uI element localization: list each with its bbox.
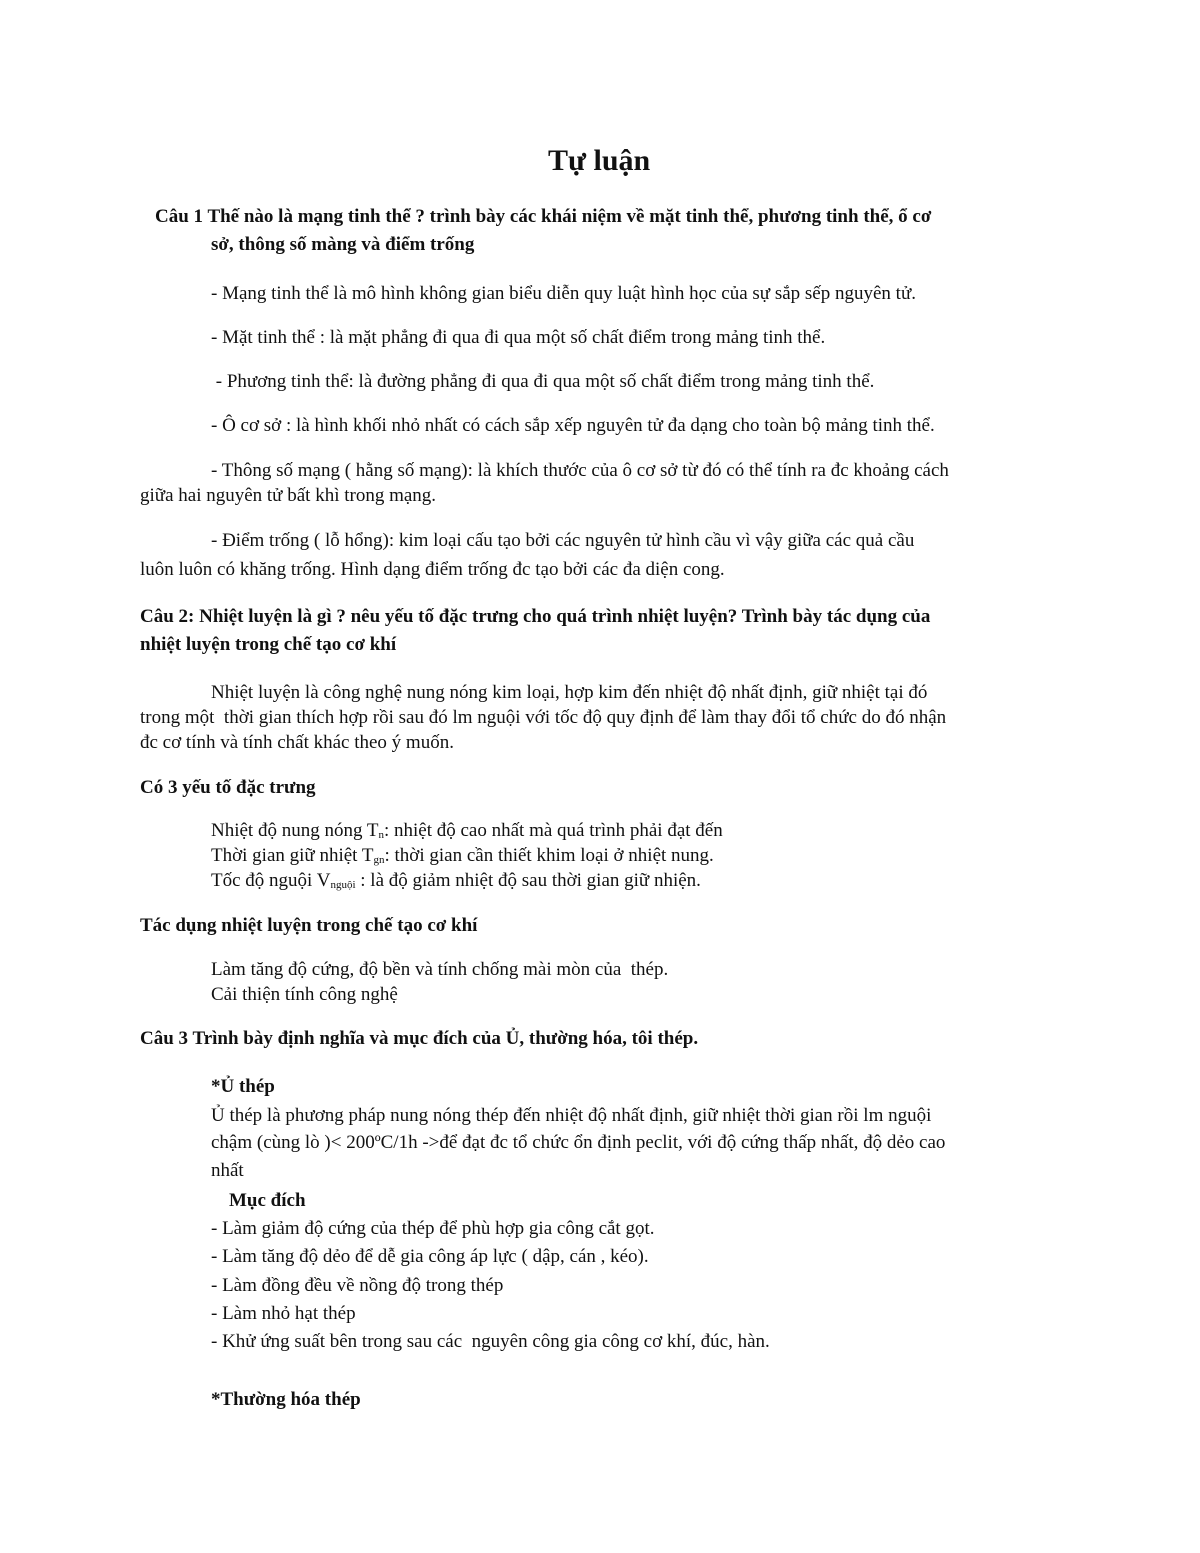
q2-heading-line2: nhiệt luyện trong chế tạo cơ khí: [140, 634, 397, 655]
q2-factors-heading: Có 3 yếu tố đặc trưng: [140, 777, 316, 798]
q3-annealing-line3: nhất: [211, 1160, 244, 1181]
q1-item: - Phương tinh thể: là đường phẳng đi qua đi qua một số chất điểm trong mảng tinh thể.: [211, 371, 875, 392]
q3-purpose-item: - Làm tăng độ dẻo để dễ gia công áp lực ( dập, cán , kéo).: [211, 1246, 649, 1267]
q1-heading-line2: sở, thông số màng và điểm trống: [211, 234, 475, 255]
q3-purpose-item: - Khử ứng suất bên trong sau các nguyên công gia công cơ khí, đúc, hàn.: [211, 1331, 770, 1352]
q2-factor-cooling-rate: Tốc độ nguội $V_{nguội}$ : là độ giảm nhiệt độ sau thời gian giữ nhiện.: [211, 870, 701, 891]
q1-void-line1: - Điểm trống ( lỗ hổng): kim loại cấu tạo bởi các nguyên tử hình cầu vì vậy giữa các quả cầu: [211, 530, 915, 551]
q3-heading: Câu 3 Trình bày định nghĩa và mục đích của Ủ, thường hóa, tôi thép.: [140, 1028, 699, 1049]
q3-normalizing-heading: *Thường hóa thép: [211, 1389, 361, 1410]
q3-purpose-item: - Làm đồng đều về nồng độ trong thép: [211, 1275, 504, 1296]
q2-definition-line3: đc cơ tính và tính chất khác theo ý muốn.: [140, 732, 454, 753]
q2-effect-item: Cải thiện tính công nghệ: [211, 984, 398, 1005]
q3-annealing-line2: chậm (cùng lò )< 200ºC/1h ->để đạt đc tổ chức ổn định peclit, với độ cứng thấp nhất, độ dẻo cao: [211, 1132, 946, 1153]
q2-heading-line1: Câu 2: Nhiệt luyện là gì ? nêu yếu tố đặc trưng cho quá trình nhiệt luyện? Trình bày tác dụng của: [140, 606, 931, 627]
q3-annealing-heading: *Ủ thép: [211, 1076, 275, 1097]
page-title: Tự luận: [548, 144, 651, 177]
q1-item: - Mạng tinh thể là mô hình không gian biểu diễn quy luật hình học của sự sắp sếp nguyên tử.: [211, 283, 917, 304]
q3-purpose-heading: Mục đích: [229, 1190, 306, 1211]
q2-effects-heading: Tác dụng nhiệt luyện trong chế tạo cơ khí: [140, 915, 478, 936]
q1-param-line2: giữa hai nguyên tử bất khì trong mạng.: [140, 485, 437, 506]
q1-param-line1: - Thông số mạng ( hằng số mạng): là khích thước của ô cơ sở từ đó có thể tính ra đc khoảng cách: [211, 460, 949, 481]
q2-factor-heating-temp: Nhiệt độ nung nóng $T_n$: nhiệt độ cao nhất mà quá trình phải đạt đến: [211, 820, 723, 841]
q2-definition-line1: Nhiệt luyện là công nghệ nung nóng kim loại, hợp kim đến nhiệt độ nhất định, giữ nhiệt tại đó: [211, 682, 928, 703]
q1-item: - Ô cơ sở : là hình khối nhỏ nhất có cách sắp xếp nguyên tử đa dạng cho toàn bộ mảng tinh thể.: [211, 415, 935, 436]
q3-purpose-item: - Làm giảm độ cứng của thép để phù hợp gia công cắt gọt.: [211, 1218, 655, 1239]
q2-definition-line2: trong một thời gian thích hợp rồi sau đó lm nguội với tốc độ quy định để làm thay đổi tổ chức do đó nhận: [140, 707, 947, 728]
q2-factor-holding-time: Thời gian giữ nhiệt $T_{gn}$: thời gian cần thiết khim loại ở nhiệt nung.: [211, 845, 714, 866]
q1-void-line2: luôn luôn có khăng trống. Hình dạng điểm trống đc tạo bởi các đa diện cong.: [140, 559, 725, 580]
q1-item: - Mặt tinh thể : là mặt phẳng đi qua đi qua một số chất điểm trong mảng tinh thể.: [211, 327, 826, 348]
q3-annealing-line1: Ủ thép là phương pháp nung nóng thép đến nhiệt độ nhất định, giữ nhiệt thời gian rồi lm nguội: [211, 1105, 932, 1126]
q2-effect-item: Làm tăng độ cứng, độ bền và tính chống mài mòn của thép.: [211, 959, 669, 980]
q3-purpose-item: - Làm nhỏ hạt thép: [211, 1303, 356, 1324]
q1-heading-line1: Câu 1 Thế nào là mạng tinh thể ? trình bày các khái niệm về mặt tinh thể, phương tinh thể, ổ cơ: [155, 206, 932, 227]
